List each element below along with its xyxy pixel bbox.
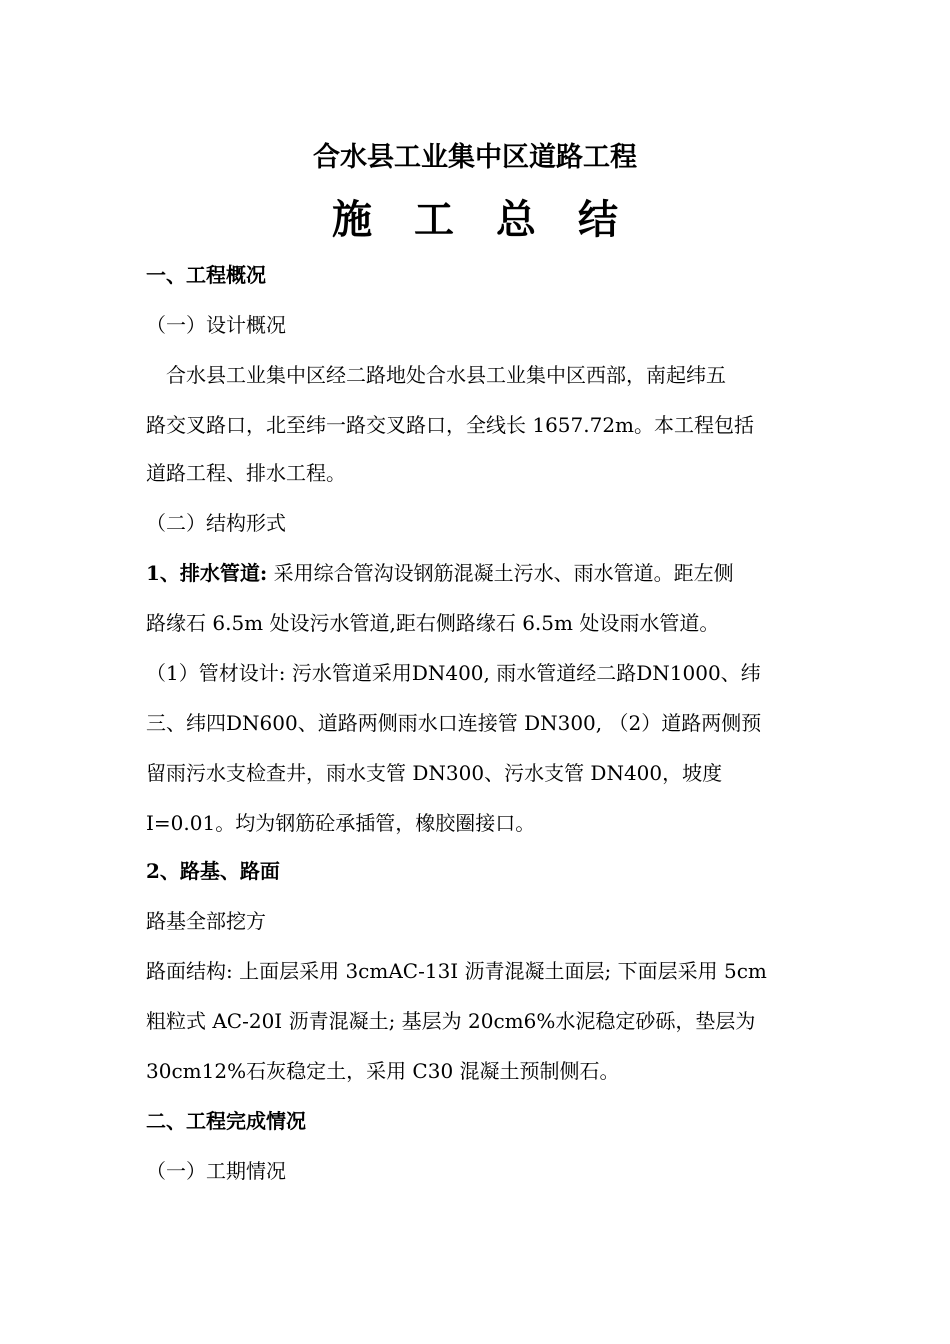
paragraph-line: 路基全部挖方	[146, 909, 266, 933]
list-item-roadbed-heading: 2、路基、路面	[146, 859, 280, 883]
list-item-label: 1、排水管道:	[146, 561, 268, 585]
paragraph-line: 粗粒式 AC-20I 沥青混凝土; 基层为 20cm6%水泥稳定砂砾，垫层为	[146, 1009, 756, 1033]
paragraph-line: 路面结构: 上面层采用 3cmAC-13I 沥青混凝土面层; 下面层采用 5cm	[146, 959, 767, 983]
section-heading-completion: 二、工程完成情况	[146, 1109, 306, 1133]
paragraph-line: I=0.01。均为钢筋砼承插管，橡胶圈接口。	[146, 811, 536, 835]
paragraph-line: 三、纬四DN600、道路两侧雨水口连接管 DN300, （2）道路两侧预	[146, 711, 762, 735]
paragraph-line: （1）管材设计: 污水管道采用DN400, 雨水管道经二路DN1000、纬	[146, 661, 761, 685]
document-subtitle: 施工总结	[332, 196, 660, 243]
document-title: 合水县工业集中区道路工程	[313, 142, 637, 173]
paragraph-line: 合水县工业集中区经二路地处合水县工业集中区西部，南起纬五	[146, 363, 726, 387]
paragraph-line: 路缘石 6.5m 处设污水管道,距右侧路缘石 6.5m 处设雨水管道。	[146, 611, 720, 635]
subsection-heading-schedule: （一）工期情况	[146, 1159, 286, 1183]
paragraph-line: 30cm12%石灰稳定土，采用 C30 混凝土预制侧石。	[146, 1059, 620, 1083]
subsection-heading-design: （一）设计概况	[146, 313, 286, 337]
paragraph-line: 路交叉路口，北至纬一路交叉路口，全线长 1657.72m。本工程包括	[146, 413, 755, 437]
list-item-drainage	[146, 558, 810, 588]
section-heading-overview: 一、工程概况	[146, 263, 266, 287]
paragraph-line: 留雨污水支检查井，雨水支管 DN300、污水支管 DN400，坡度	[146, 761, 723, 785]
list-item-text: 采用综合管沟设钢筋混凝土污水、雨水管道。距左侧	[267, 561, 734, 585]
paragraph-line: 道路工程、排水工程。	[146, 461, 346, 485]
subsection-heading-structure: （二）结构形式	[146, 511, 286, 535]
